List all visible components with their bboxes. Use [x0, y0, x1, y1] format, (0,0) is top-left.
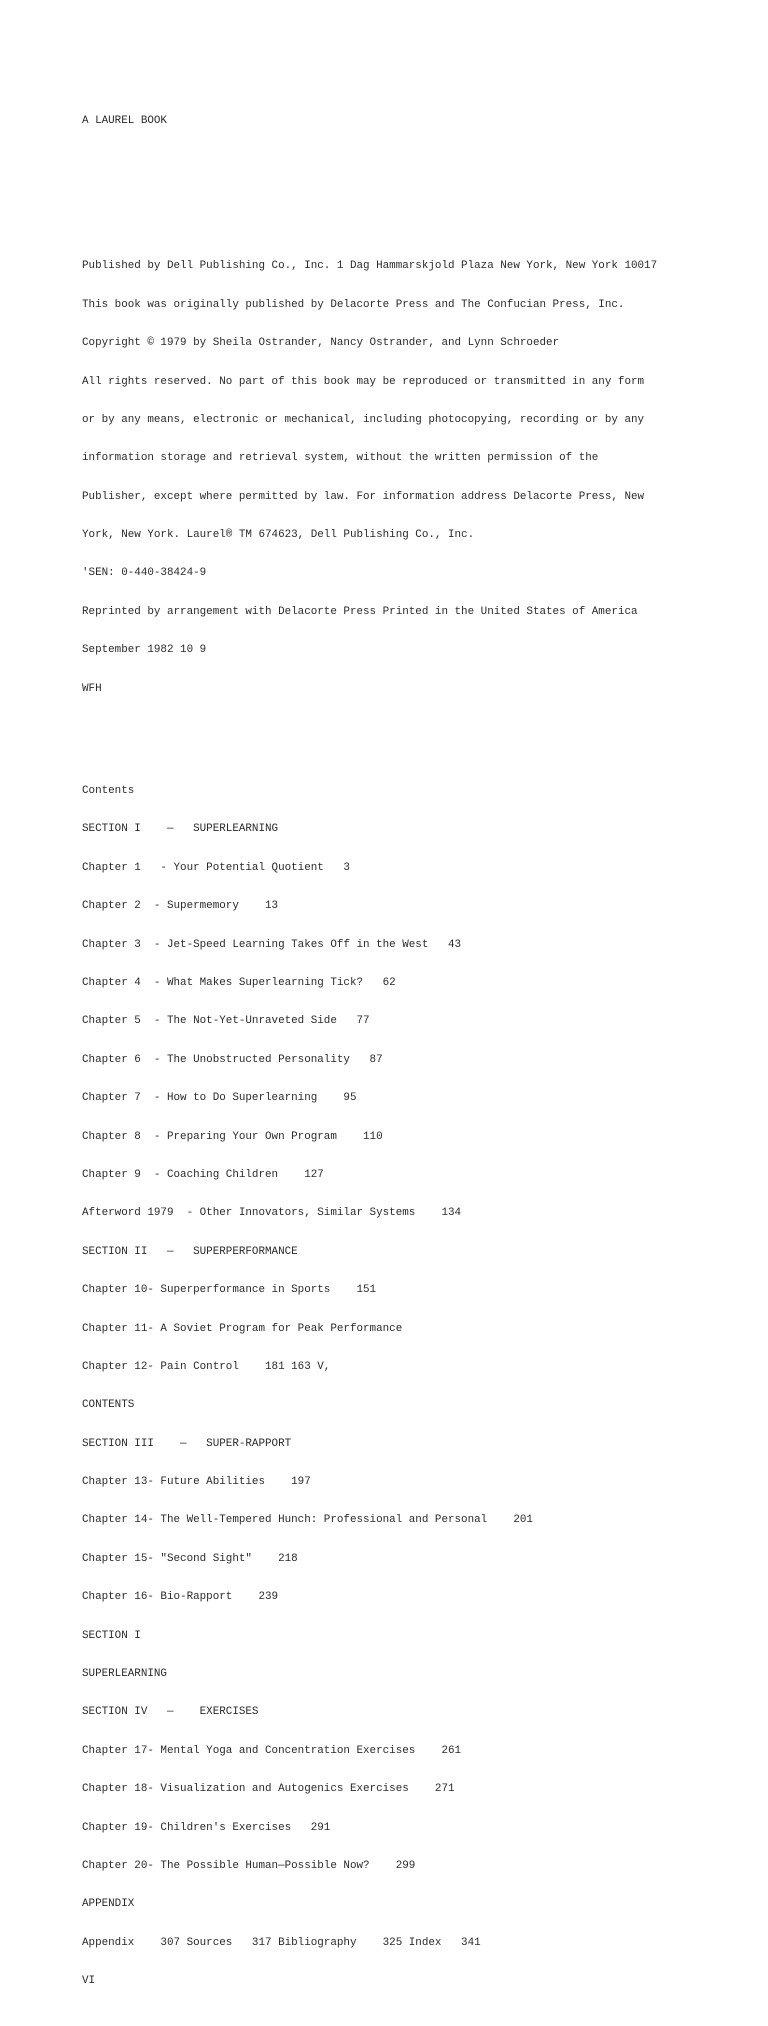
- toc-entry: Chapter 19- Children's Exercises 291: [82, 1821, 331, 1834]
- toc-entry: Chapter 16- Bio-Rapport 239: [82, 1591, 279, 1604]
- spacer: [82, 191, 762, 196]
- toc-entry: Chapter 8 - Preparing Your Own Program 110: [82, 1130, 383, 1143]
- copyright-line: York, New York. Laurel® TM 674623, Dell Publishing Co., Inc.: [82, 529, 475, 542]
- isbn-line: 'SEN: 0-440-38424-9: [82, 567, 207, 580]
- toc-entry: Chapter 7 - How to Do Superlearning 95: [82, 1092, 357, 1105]
- toc-entry: Chapter 6 - The Unobstructed Personality 87: [82, 1053, 383, 1066]
- copyright-line: information storage and retrieval system, without the written permission of the: [82, 452, 599, 465]
- copyright-line: All rights reserved. No part of this book may be reproduced or transmitted in any form: [82, 375, 645, 388]
- toc-entry: Chapter 18- Visualization and Autogenics Exercises 271: [82, 1783, 455, 1796]
- toc-entry: Chapter 3 - Jet-Speed Learning Takes Off in the West 43: [82, 938, 462, 951]
- copyright-line: WFH: [82, 682, 102, 695]
- copyright-line: This book was originally published by Delacorte Press and The Confucian Press, Inc.: [82, 298, 625, 311]
- spacer: [82, 153, 762, 166]
- section-heading: SECTION III — SUPER-RAPPORT: [82, 1437, 292, 1450]
- section-heading: APPENDIX: [82, 1898, 135, 1911]
- toc-entry: Chapter 10- Superperformance in Sports 151: [82, 1284, 377, 1297]
- toc-entry: Chapter 17- Mental Yoga and Concentration Exercises 261: [82, 1744, 462, 1757]
- toc-entry: Chapter 5 - The Not-Yet-Unraveted Side 77: [82, 1015, 370, 1028]
- copyright-line: or by any means, electronic or mechanical, including photocopying, recording or by any: [82, 413, 645, 426]
- toc-entry: Chapter 20- The Possible Human—Possible Now? 299: [82, 1859, 416, 1872]
- toc-entry: Chapter 14- The Well-Tempered Hunch: Professional and Personal 201: [82, 1514, 533, 1527]
- copyright-block: [82, 235, 762, 721]
- toc-entry: Afterword 1979 - Other Innovators, Similar Systems 134: [82, 1207, 462, 1220]
- toc-entry: Chapter 11- A Soviet Program for Peak Performance: [82, 1322, 403, 1335]
- toc-entry: Chapter 4 - What Makes Superlearning Tick? 62: [82, 976, 396, 989]
- copyright-line: Publisher, except where permitted by law. For information address Delacorte Press, New: [82, 490, 645, 503]
- toc-entry: Chapter 9 - Coaching Children 127: [82, 1168, 324, 1181]
- section-heading: SECTION I: [82, 1629, 141, 1642]
- copyright-line: Reprinted by arrangement with Delacorte Press Printed in the United States of America: [82, 605, 638, 618]
- toc-entry: Chapter 12- Pain Control 181 163 V,: [82, 1360, 331, 1373]
- imprint-line: A LAUREL BOOK: [82, 114, 167, 127]
- toc-entry: Chapter 2 - Supermemory 13: [82, 900, 279, 913]
- running-header: CONTENTS: [82, 1399, 135, 1412]
- section-title: SUPERLEARNING: [82, 1668, 167, 1681]
- section-heading: SECTION IV — EXERCISES: [82, 1706, 259, 1719]
- printing-line: September 1982 10 9: [82, 644, 207, 657]
- page-numeral: VI: [82, 1975, 96, 1988]
- document-page: [82, 89, 762, 2026]
- toc-entry: Chapter 13- Future Abilities 197: [82, 1476, 311, 1489]
- copyright-line: Copyright © 1979 by Sheila Ostrander, Nancy Ostrander, and Lynn Schroeder: [82, 337, 560, 350]
- section-heading: SECTION II — SUPERPERFORMANCE: [82, 1245, 298, 1258]
- toc-entry: Appendix 307 Sources 317 Bibliography 325 Index 341: [82, 1936, 481, 1949]
- copyright-line: Published by Dell Publishing Co., Inc. 1 Dag Hammarskjold Plaza New York, New York 10017: [82, 260, 658, 273]
- toc-entry: Chapter 15- "Second Sight" 218: [82, 1552, 298, 1565]
- section-heading: SECTION I — SUPERLEARNING: [82, 823, 279, 836]
- toc-entry: Chapter 1 - Your Potential Quotient 3: [82, 861, 350, 874]
- contents-heading: Contents: [82, 785, 135, 798]
- table-of-contents: [82, 759, 762, 2013]
